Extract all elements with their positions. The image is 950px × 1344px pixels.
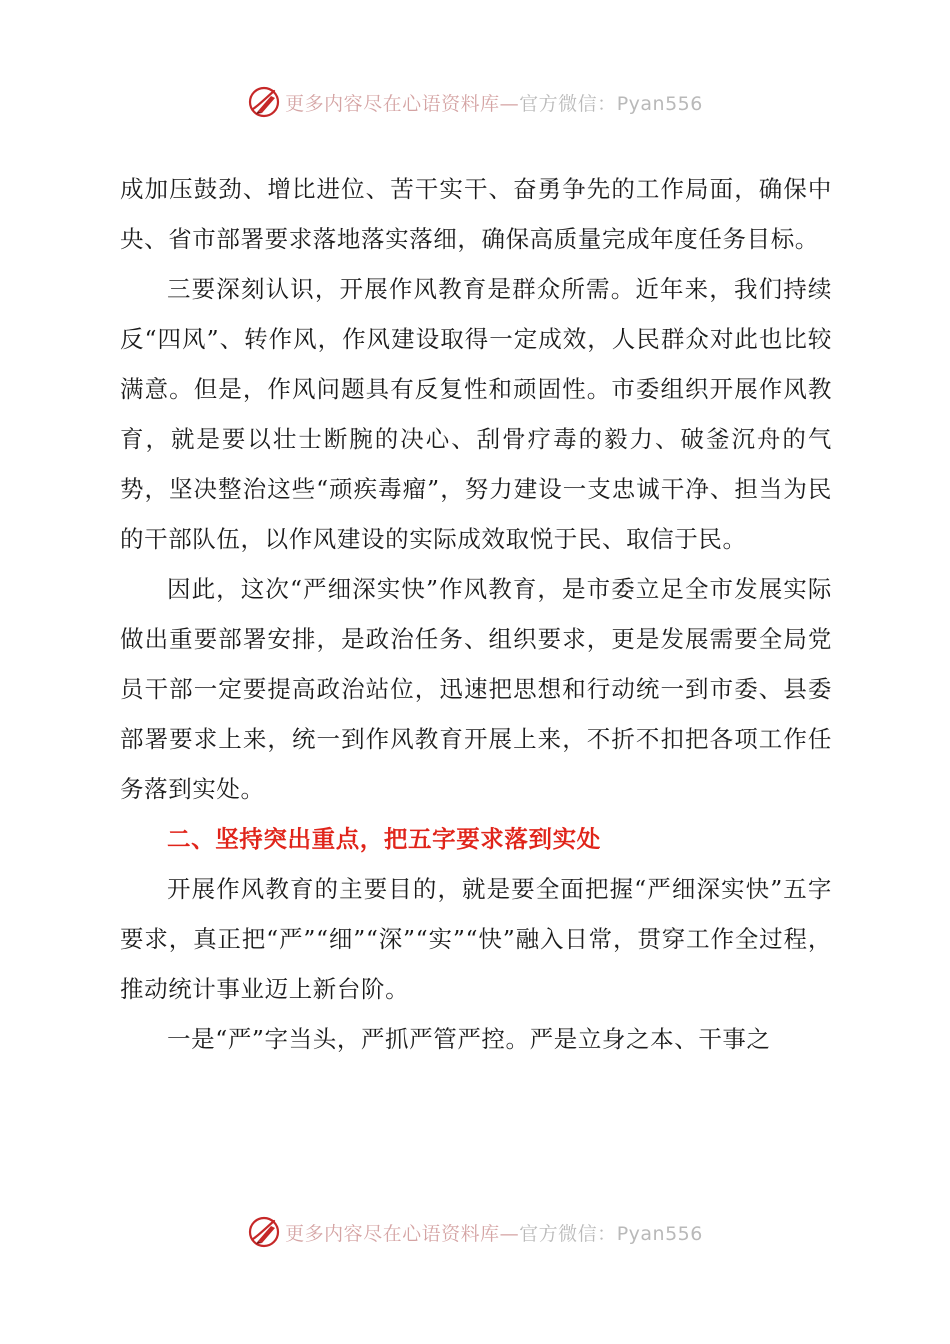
footer-dash: — [499, 1222, 520, 1245]
header-dash: — [499, 92, 520, 115]
footer-site-name: 更多内容尽在心语资料库 [285, 1222, 500, 1245]
header-banner [0, 82, 950, 122]
header-site-name: 更多内容尽在心语资料库 [285, 92, 500, 115]
paragraph-2: 三要深刻认识，开展作风教育是群众所需。近年来，我们持续反“四风”、转作风，作风建设取得一定成效，人民群众对此也比较满意。但是，作风问题具有反复性和顽固性。市委组织开展作风教育，就是要以壮士断腕的决心、刮骨疗毒的毅力、破釜沉舟的气势，坚决整治这些“顽疾毒瘤”，努力建设一支忠诚干净、担当为民的干部队伍，以作风建设的实际成效取悦于民、取信于民。 [120, 275, 832, 553]
paragraph-5: 一是“严”字当头，严抓严管严控。严是立身之本、干事之 [167, 1025, 771, 1053]
header-wechat-label: 官方微信： [519, 92, 617, 115]
footer-wechat-id: Pyan556 [616, 1222, 703, 1245]
footer-wechat-label: 官方微信： [519, 1222, 617, 1245]
header-wechat-id: Pyan556 [616, 92, 703, 115]
pen-logo-icon [247, 1215, 281, 1249]
section-heading-2: 二、坚持突出重点，把五字要求落到实处 [167, 825, 601, 853]
footer-banner [0, 1212, 950, 1252]
paragraph-3: 因此，这次“严细深实快”作风教育，是市委立足全市发展实际做出重要部署安排，是政治任务、组织要求，更是发展需要全局党员干部一定要提高政治站位，迅速把思想和行动统一到市委、县委部署要求上来，统一到作风教育开展上来，不折不扣把各项工作任务落到实处。 [120, 575, 832, 803]
footer-banner-text [285, 1219, 703, 1246]
paragraph-4: 开展作风教育的主要目的，就是要全面把握“严细深实快”五字要求，真正把“严”“细”“深”“实”“快”融入日常，贯穿工作全过程，推动统计事业迈上新台阶。 [120, 875, 832, 1003]
header-banner-text [285, 89, 703, 116]
pen-logo-icon [247, 85, 281, 119]
document-body [120, 164, 832, 1064]
paragraph-1: 成加压鼓劲、增比进位、苦干实干、奋勇争先的工作局面，确保中央、省市部署要求落地落实落细，确保高质量完成年度任务目标。 [120, 175, 832, 253]
